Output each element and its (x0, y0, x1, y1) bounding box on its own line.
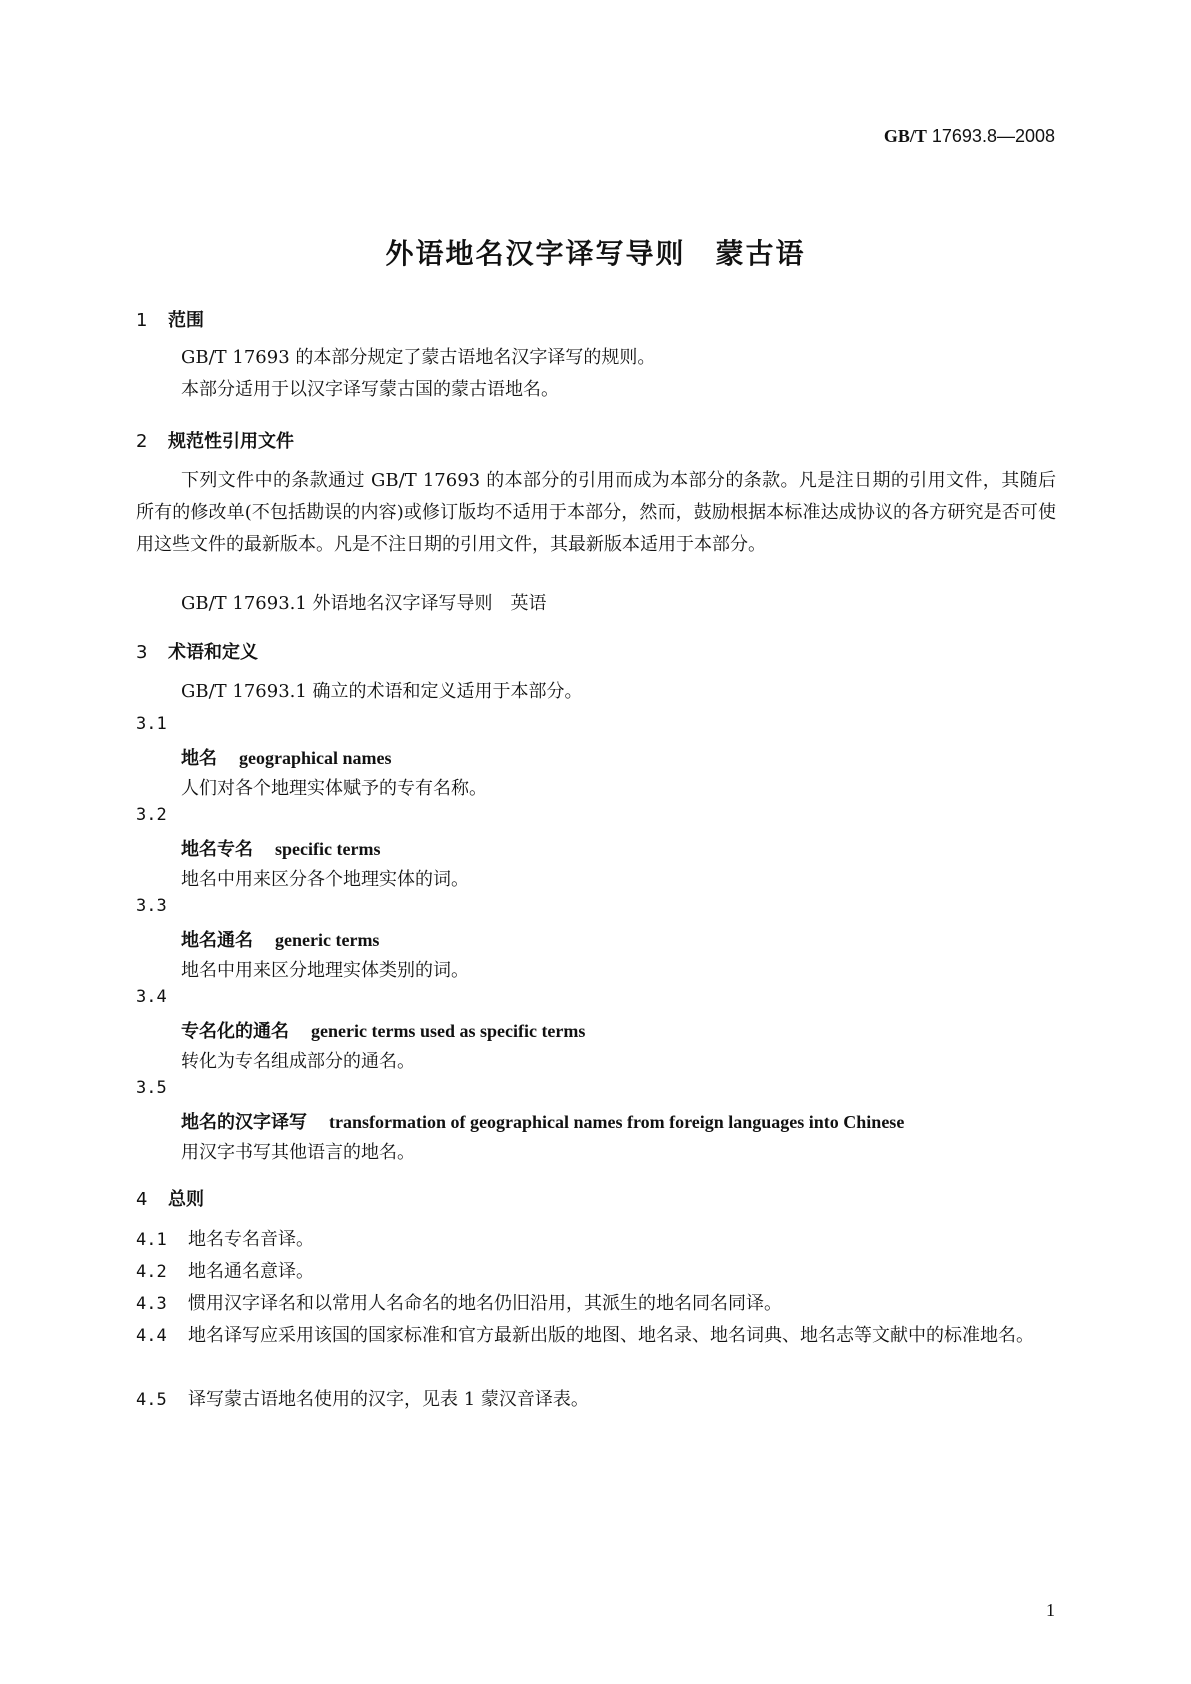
term-definition: 转化为专名组成部分的通名。 (181, 1051, 415, 1072)
term-chinese: 地名 (181, 748, 217, 769)
section-heading-normative-references (136, 427, 294, 453)
paragraph: GB/T 17693 的本部分规定了蒙古语地名汉字译写的规则。 (181, 347, 656, 368)
standard-number: 17693.8—2008 (931, 126, 1055, 146)
standard-prefix: GB/T (883, 126, 927, 146)
rule-item (136, 1320, 1056, 1352)
section-number: 3 (136, 642, 148, 663)
term-number: 3.2 (136, 805, 167, 825)
term-english: specific terms (275, 839, 381, 859)
term-definition: 地名中用来区分地理实体类别的词。 (181, 960, 469, 981)
rule-item (136, 1256, 1056, 1288)
rule-item (136, 1384, 1056, 1416)
rule-item (136, 1288, 1056, 1320)
section-title: 术语和定义 (168, 642, 258, 663)
rule-number: 4.3 (136, 1294, 167, 1314)
term-definition: 地名中用来区分各个地理实体的词。 (181, 869, 469, 890)
reference-item: GB/T 17693.1 外语地名汉字译写导则 英语 (181, 593, 547, 614)
term-chinese: 地名的汉字译写 (181, 1112, 307, 1133)
standard-code (884, 126, 1055, 147)
rule-text: 地名专名音译。 (188, 1229, 314, 1250)
term-chinese: 地名专名 (181, 839, 253, 860)
section-title: 总则 (168, 1189, 204, 1210)
section-number: 2 (136, 431, 148, 452)
term-definition: 人们对各个地理实体赋予的专有名称。 (181, 778, 487, 799)
paragraph: 本部分适用于以汉字译写蒙古国的蒙古语地名。 (181, 379, 559, 400)
rule-number: 4.4 (136, 1326, 167, 1346)
term-english: generic terms used as specific terms (311, 1021, 586, 1041)
term-chinese: 地名通名 (181, 930, 253, 951)
term-definition: 用汉字书写其他语言的地名。 (181, 1142, 415, 1163)
term-number: 3.3 (136, 896, 167, 916)
section-heading-terms-definitions (136, 638, 258, 664)
term-entry (181, 835, 380, 861)
page-number: 1 (1046, 1600, 1055, 1620)
rule-number: 4.1 (136, 1230, 167, 1250)
rule-text: 地名译写应采用该国的国家标准和官方最新出版的地图、地名录、地名词典、地名志等文献中的标准地名。 (188, 1325, 1034, 1346)
term-entry (181, 744, 392, 770)
term-number: 3.4 (136, 987, 167, 1007)
rule-number: 4.5 (136, 1390, 167, 1410)
rule-text: 译写蒙古语地名使用的汉字，见表 1 蒙汉音译表。 (188, 1389, 589, 1410)
term-entry (181, 926, 379, 952)
rule-number: 4.2 (136, 1262, 167, 1282)
paragraph: GB/T 17693.1 确立的术语和定义适用于本部分。 (181, 681, 583, 702)
rule-text: 地名通名意译。 (188, 1261, 314, 1282)
term-english: transformation of geographical names from foreign languages into Chinese (329, 1112, 905, 1132)
term-entry (181, 1108, 904, 1134)
rule-text: 惯用汉字译名和以常用人名命名的地名仍旧沿用，其派生的地名同名同译。 (188, 1293, 782, 1314)
section-heading-scope (136, 306, 204, 332)
section-number: 4 (136, 1189, 148, 1210)
rule-item (136, 1224, 1056, 1256)
term-number: 3.1 (136, 714, 167, 734)
term-english: generic terms (275, 930, 380, 950)
term-entry (181, 1017, 585, 1043)
term-number: 3.5 (136, 1078, 167, 1098)
term-chinese: 专名化的通名 (181, 1021, 289, 1042)
section-heading-general-rules (136, 1185, 204, 1211)
page-title: 外语地名汉字译写导则 蒙古语 (385, 237, 806, 270)
paragraph: 下列文件中的条款通过 GB/T 17693 的本部分的引用而成为本部分的条款。凡是注日期的引用文件，其随后所有的修改单(不包括勘误的内容)或修订版均不适用于本部分，然而，鼓励根据本标准达成协议的各方研究是否可使用这些文件的最新版本。凡是不注日期的引用文件，其最新版本适用于本部分。 (136, 470, 1056, 555)
section-title: 范围 (168, 310, 204, 331)
section-title: 规范性引用文件 (168, 431, 294, 452)
section-number: 1 (136, 310, 148, 331)
term-english: geographical names (239, 748, 392, 768)
